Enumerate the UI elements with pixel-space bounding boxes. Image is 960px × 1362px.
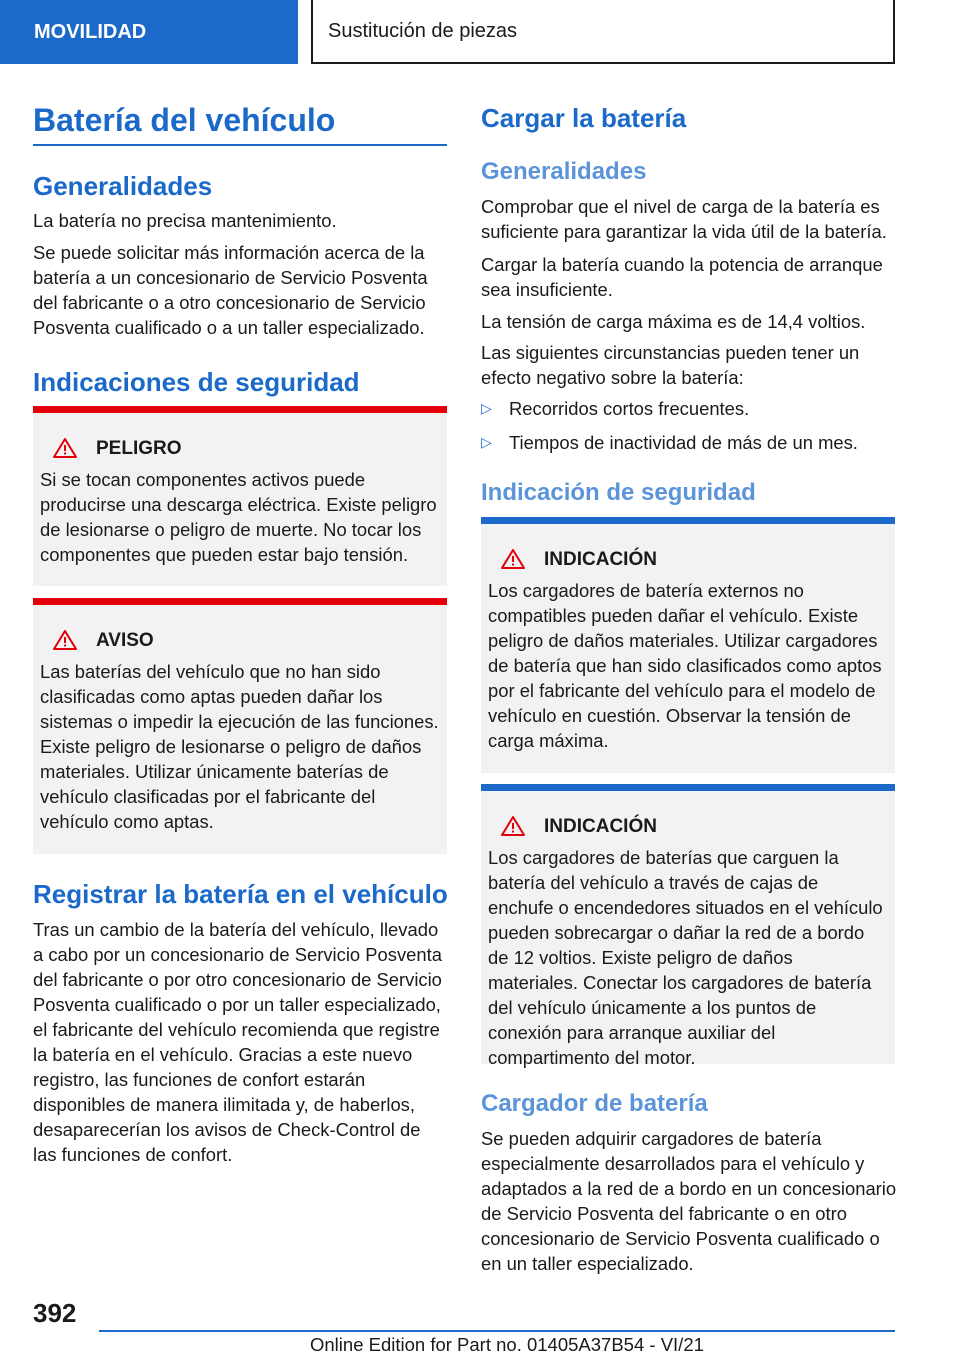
section-heading-register: Registrar la batería en el vehículo xyxy=(33,879,448,909)
section-heading-charge: Cargar la batería xyxy=(481,103,687,133)
notice-title-row xyxy=(488,813,887,839)
page-number: 392 xyxy=(33,1298,77,1328)
header-chapter-label: Sustitución de piezas xyxy=(328,19,518,42)
warning-notice xyxy=(33,598,447,854)
info-notice xyxy=(481,517,895,773)
subsection-heading-generalidades: Generalidades xyxy=(481,158,647,185)
notice-title-row xyxy=(40,627,439,653)
paragraph: Las siguientes circunstancias pueden tener un efecto negativo sobre la batería: xyxy=(481,342,860,388)
notice-text: Si se tocan componentes activos puede producirse una descarga eléctrica. Existe peligro de lesionarse o peligro de muerte. No tocar los componentes que pueden estar bajo tensión. xyxy=(40,469,437,565)
footer-edition: Online Edition for Part no. 01405A37B54 - VI/21 xyxy=(310,1334,704,1355)
danger-notice xyxy=(33,406,447,586)
header-section-tab xyxy=(0,0,298,64)
notice-title-row xyxy=(40,435,439,461)
notice-title: AVISO xyxy=(96,629,154,651)
paragraph: Se puede solicitar más información acerca de la batería a un concesionario de Servicio Posventa del fabricante o a otro concesionario de Servicio Posventa cualificado o a un taller especializado. xyxy=(33,242,428,338)
warning-triangle-icon xyxy=(500,815,526,837)
notice-text: Los cargadores de batería externos no compatibles pueden dañar el vehículo. Existe peligro de daños materiales. Utilizar cargadores de batería que han sido clasificados como aptos por el fabricante del vehículo para el modelo de vehículo en cuestión. Observar la tensión de carga máxima. xyxy=(488,580,882,751)
list-item-text: Recorridos cortos frecuentes. xyxy=(509,398,750,419)
section-heading-generalidades: Generalidades xyxy=(33,171,213,201)
subsection-heading-charger: Cargador de batería xyxy=(481,1090,708,1117)
section-heading-safety: Indicaciones de seguridad xyxy=(33,367,360,397)
header-section-label: MOVILIDAD xyxy=(34,20,147,43)
footer-divider xyxy=(99,1330,895,1332)
notice-title-row xyxy=(488,546,887,572)
warning-triangle-icon xyxy=(52,629,78,651)
bullet-triangle-icon: ▷ xyxy=(481,434,492,450)
warning-triangle-icon xyxy=(52,437,78,459)
paragraph: La batería no precisa mantenimiento. xyxy=(33,210,337,231)
paragraph: Comprobar que el nivel de carga de la batería es suficiente para garantizar la vida útil de la batería. xyxy=(481,196,887,242)
notice-text: Los cargadores de baterías que carguen la batería del vehículo a través de cajas de enchufe o encendedores situados en el vehículo pueden sobrecargar o dañar la red de a bordo de 12 voltios. Existe peligro de daños materiales. Conectar los cargadores de batería del vehículo únicamente a los puntos de conexión para arranque auxiliar del compartimento del motor. xyxy=(488,847,883,1068)
notice-title: INDICACIÓN xyxy=(544,815,657,837)
subsection-heading-safety: Indicación de seguridad xyxy=(481,479,756,506)
warning-triangle-icon xyxy=(500,548,526,570)
notice-title: INDICACIÓN xyxy=(544,548,657,570)
paragraph: Cargar la batería cuando la potencia de arranque sea insuficiente. xyxy=(481,254,883,300)
bullet-triangle-icon: ▷ xyxy=(481,400,492,416)
list-item xyxy=(481,430,858,455)
info-notice xyxy=(481,784,895,1068)
list-item xyxy=(481,396,749,421)
notice-title: PELIGRO xyxy=(96,437,182,459)
paragraph: La tensión de carga máxima es de 14,4 voltios. xyxy=(481,311,866,332)
list-item-text: Tiempos de inactividad de más de un mes. xyxy=(509,432,858,453)
paragraph: Tras un cambio de la batería del vehículo, llevado a cabo por un concesionario de Servicio Posventa del fabricante o por otro concesionario de Servicio Posventa cualificado o por un taller especializado, el fabricante del vehículo recomienda que registre la batería en el vehículo. Gracias a este nuevo registro, las funciones de confort estarán disponibles de manera ilimitada y, de haberlos, desaparecerían los avisos de Check-Control de las funciones de confort. xyxy=(33,919,442,1165)
notice-text: Las baterías del vehículo que no han sido clasificadas como aptas pueden dañar los sistemas o impedir la ejecución de las funciones. Existe peligro de lesionarse o peligro de daños materiales. Utilizar únicamente baterías de vehículo clasificadas por el fabricante del vehículo como aptas. xyxy=(40,661,439,832)
paragraph: Se pueden adquirir cargadores de batería especialmente desarrollados para el vehículo y adaptados a la red de a bordo en un concesionario de Servicio Posventa del fabricante o en otro concesionario de Servicio Posventa cualificado o en un taller especializado. xyxy=(481,1128,897,1274)
page-title: Batería del vehículo xyxy=(33,100,447,146)
header-chapter xyxy=(311,0,895,64)
